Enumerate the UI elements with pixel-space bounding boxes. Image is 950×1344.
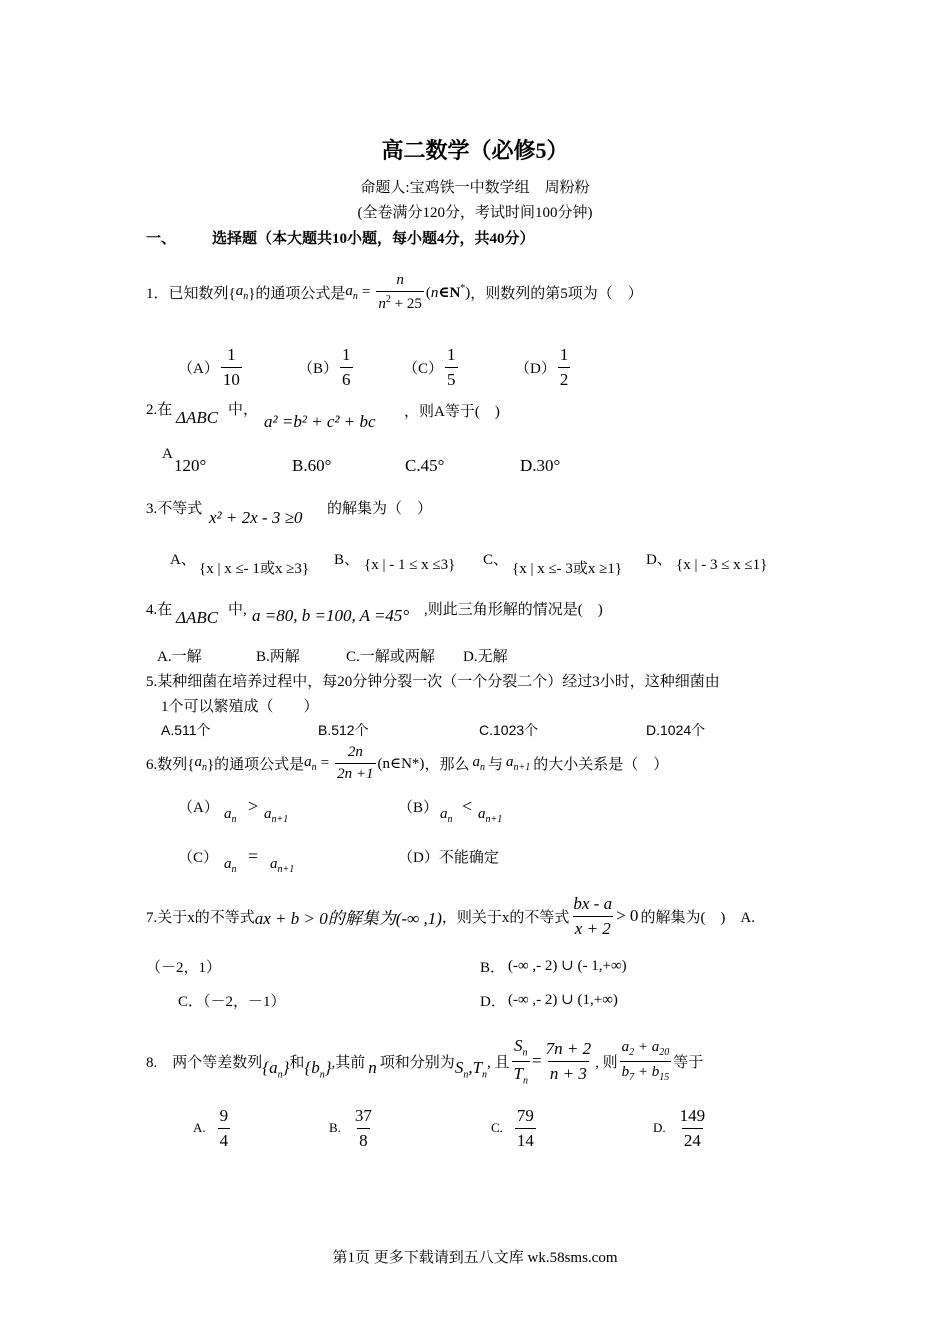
q6-opt-b-rel: <	[462, 796, 473, 816]
q6-an: $a_n$	[194, 754, 207, 774]
q2-opt-d: D.30°	[520, 456, 561, 475]
q8-seq-b: $\{b_n\}$	[304, 1058, 332, 1081]
q1-opt-b: （B） $\frac{1}{6}$	[298, 345, 351, 389]
q6-yu: 与	[487, 757, 503, 774]
q4-prefix: 4.在	[146, 602, 173, 618]
q8-tail: 等于	[673, 1054, 704, 1071]
q1-an-lhs: $a_n$	[345, 283, 358, 303]
q6-opt-b-an1: $a_{n+1}$	[478, 806, 503, 825]
q8-opt-c: C. $\frac{79}{14}$	[491, 1106, 534, 1150]
q6-opt-a-label: （A）	[178, 800, 219, 816]
q8-st: $S_n,T_n$	[454, 1058, 488, 1081]
time-note: (全卷满分120分，考试时间100分钟)	[357, 205, 593, 221]
q3-opt-d: {x | - 3 ≤ x ≤1}	[676, 557, 768, 573]
q8-frac-n-num: 7n + 2	[545, 1039, 592, 1059]
q8-n: n	[368, 1058, 377, 1078]
q6-opt-b-label: （B）	[398, 800, 439, 816]
q1-eq: =	[361, 284, 371, 301]
question-6	[146, 744, 668, 784]
q1-cond: (n∈N*)	[425, 283, 471, 302]
q6-an-lhs: $a_n$	[304, 754, 317, 774]
q1-frac-den: $n^2 + 25$	[376, 291, 423, 313]
q2-opt-a: 120°	[174, 456, 207, 475]
q3-tail: 的解集为（ ）	[327, 501, 433, 517]
q8-frac-st-num: $S_n$	[514, 1036, 528, 1059]
q8-opt-b: B. $\frac{37}{8}$	[329, 1106, 372, 1150]
section-number: 一、	[146, 231, 177, 247]
q6-an1: $a_{n+1}$	[505, 754, 531, 774]
q6-an-2: $a_n$	[472, 754, 485, 774]
q2-tail: ，则A等于( )	[404, 404, 500, 420]
q6-opt-a-an1: $a_{n+1}$	[264, 806, 289, 825]
q2-equation: a² =b² + c² + bc	[264, 412, 376, 431]
q8-frac-st-den: $T_n$	[512, 1061, 530, 1087]
q3-opt-c-label: C、	[483, 552, 509, 568]
question-1	[146, 272, 643, 314]
q8-mid2: 项和分别为	[379, 1054, 455, 1071]
q8-frac-ab-den: $b_7 + b_{15}$	[620, 1061, 672, 1084]
q8-seq-a: $\{a_n\}$	[262, 1058, 290, 1081]
q8-frac-n	[544, 1039, 593, 1083]
q7-tail: 的解集为( ) A.	[640, 909, 756, 926]
q8-eq: =	[532, 1051, 542, 1071]
q6-opt-c-an: $a_n$	[224, 856, 237, 875]
q4-zhong: 中,	[228, 602, 247, 618]
author-line: 命题人:宝鸡铁一中数学组 周粉粉	[360, 180, 590, 196]
q8-frac-n-den: n + 3	[548, 1061, 589, 1084]
q8-he: 和	[289, 1054, 305, 1071]
q8-frac-st	[512, 1036, 530, 1087]
q4-triangle: ΔABC	[176, 608, 219, 627]
q1-options	[178, 345, 572, 389]
q8-frac-ab	[620, 1039, 672, 1083]
q5-opt-a: A.511个	[161, 722, 211, 738]
q4-opt-c: C.一解或两解	[346, 649, 435, 665]
q3-opt-b: {x | - 1 ≤ x ≤3}	[364, 557, 456, 573]
q7-fraction	[571, 894, 614, 938]
q6-opt-a-rel: >	[248, 796, 259, 816]
q8-frac-ab-num: $a_2 + a_{20}$	[621, 1039, 670, 1059]
q8-mid: ,其前	[331, 1054, 366, 1071]
q1-prefix: 1．已知数列{	[146, 286, 236, 303]
q8-opt-d: D. $\frac{149}{24}$	[653, 1106, 706, 1150]
q4-opt-a: A.一解	[157, 649, 202, 665]
q8-qie: , 且	[487, 1054, 510, 1071]
q7-opt-a: （－2，1）	[146, 960, 222, 976]
q1-frac-num: n	[396, 272, 404, 288]
q8-opt-a: A. $\frac{9}{4}$	[193, 1106, 229, 1150]
q7-opt-d: (-∞ ,- 2) ∪ (1,+∞)	[508, 992, 618, 1008]
q3-opt-d-label: D、	[646, 552, 672, 568]
q6-opt-b-an: $a_n$	[440, 806, 453, 825]
q4-opt-b: B.两解	[256, 649, 300, 665]
q2-opt-c: C.45°	[405, 456, 445, 475]
q6-opt-c-an1: $a_{n+1}$	[270, 856, 295, 875]
q6-opt-c-rel: =	[248, 846, 259, 866]
q6-cond: (n∈N*)	[377, 756, 425, 773]
page-footer: 第1页 更多下载请到五八文库 wk.58sms.com	[332, 1250, 618, 1266]
q3-prefix: 3.不等式	[146, 501, 203, 517]
q6-eq: =	[320, 755, 330, 772]
q7-opt-b-label: B．	[480, 960, 506, 976]
q7-mid: ，则关于x的不等式	[441, 909, 570, 926]
q2-triangle: ΔABC	[176, 408, 219, 427]
q2-opt-a-label: A	[162, 446, 173, 462]
q7-eq1: ax + b > 0的解集为(-∞ ,1)	[254, 908, 442, 928]
q1-mid: }的通项公式是	[248, 286, 346, 303]
q4-equation: a =80, b =100, A =45°	[252, 606, 410, 625]
q7-frac-num: bx - a	[573, 894, 613, 913]
q6-prefix: 6.数列{	[146, 757, 195, 774]
q5-line-1: 5.某种细菌在培养过程中，每20分钟分裂一次（一个分裂二个）经过3小时，这种细菌由	[146, 674, 720, 690]
q8-ze: , 则	[595, 1054, 618, 1071]
q6-frac-den: 2n +1	[335, 763, 375, 783]
q2-prefix: 2.在	[146, 402, 173, 418]
q8-options	[193, 1106, 709, 1150]
q3-opt-c: {x | x ≤- 3或x ≥1}	[512, 561, 623, 577]
q1-tail: ，则数列的第5项为（ ）	[470, 286, 643, 303]
q8-prefix: 8. 两个等差数列	[146, 1054, 263, 1071]
q4-opt-d: D.无解	[463, 649, 508, 665]
q7-gt: > 0	[616, 906, 639, 926]
q7-opt-d-label: D．	[480, 994, 506, 1010]
q1-opt-c: （C） $\frac{1}{5}$	[403, 345, 456, 389]
q4-tail: ,则此三角形解的情况是( )	[424, 602, 603, 618]
question-8	[146, 1036, 703, 1087]
q6-frac-num: 2n	[347, 744, 363, 760]
q5-opt-c: C.1023个	[479, 722, 539, 738]
q6-opt-c-label: （C）	[178, 850, 219, 866]
q2-zhong: 中，	[228, 402, 259, 418]
q5-opt-d: D.1024个	[646, 722, 706, 738]
q6-fraction	[335, 744, 375, 784]
q3-opt-a-label: A、	[170, 552, 196, 568]
q1-fraction	[376, 272, 423, 314]
section-title: 选择题（本大题共10小题，每小题4分，共40分）	[212, 231, 535, 247]
q5-opt-b: B.512个	[318, 722, 369, 738]
q3-opt-b-label: B、	[334, 552, 360, 568]
q3-equation: x² + 2x - 3 ≥0	[209, 508, 303, 527]
q7-opt-c: C．（－2，－1）	[178, 994, 286, 1010]
q5-line-2: 1个可以繁殖成（ ）	[161, 699, 319, 715]
q2-opt-b: B.60°	[292, 456, 332, 475]
q7-prefix: 7.关于x的不等式	[146, 909, 255, 926]
q6-tail: 的大小关系是（ ）	[533, 757, 669, 774]
q7-frac-den: x + 2	[573, 916, 613, 939]
q6-opt-d: （D）不能确定	[398, 850, 499, 866]
q1-opt-d: （D） $\frac{1}{2}$	[515, 345, 569, 389]
question-7	[146, 894, 755, 938]
q6-mid: }的通项公式是	[206, 757, 305, 774]
q6-opt-a-an: $a_n$	[224, 806, 237, 825]
page-title: 高二数学（必修5）	[381, 138, 569, 163]
q1-an: $a_n$	[235, 283, 249, 303]
q6-mid2: ，那么	[424, 757, 470, 774]
q1-opt-a: （A） $\frac{1}{10}$	[178, 345, 240, 389]
q7-opt-b: (-∞ ,- 2) ∪ (- 1,+∞)	[508, 958, 627, 974]
q3-opt-a: {x | x ≤- 1或x ≥3}	[199, 561, 310, 577]
